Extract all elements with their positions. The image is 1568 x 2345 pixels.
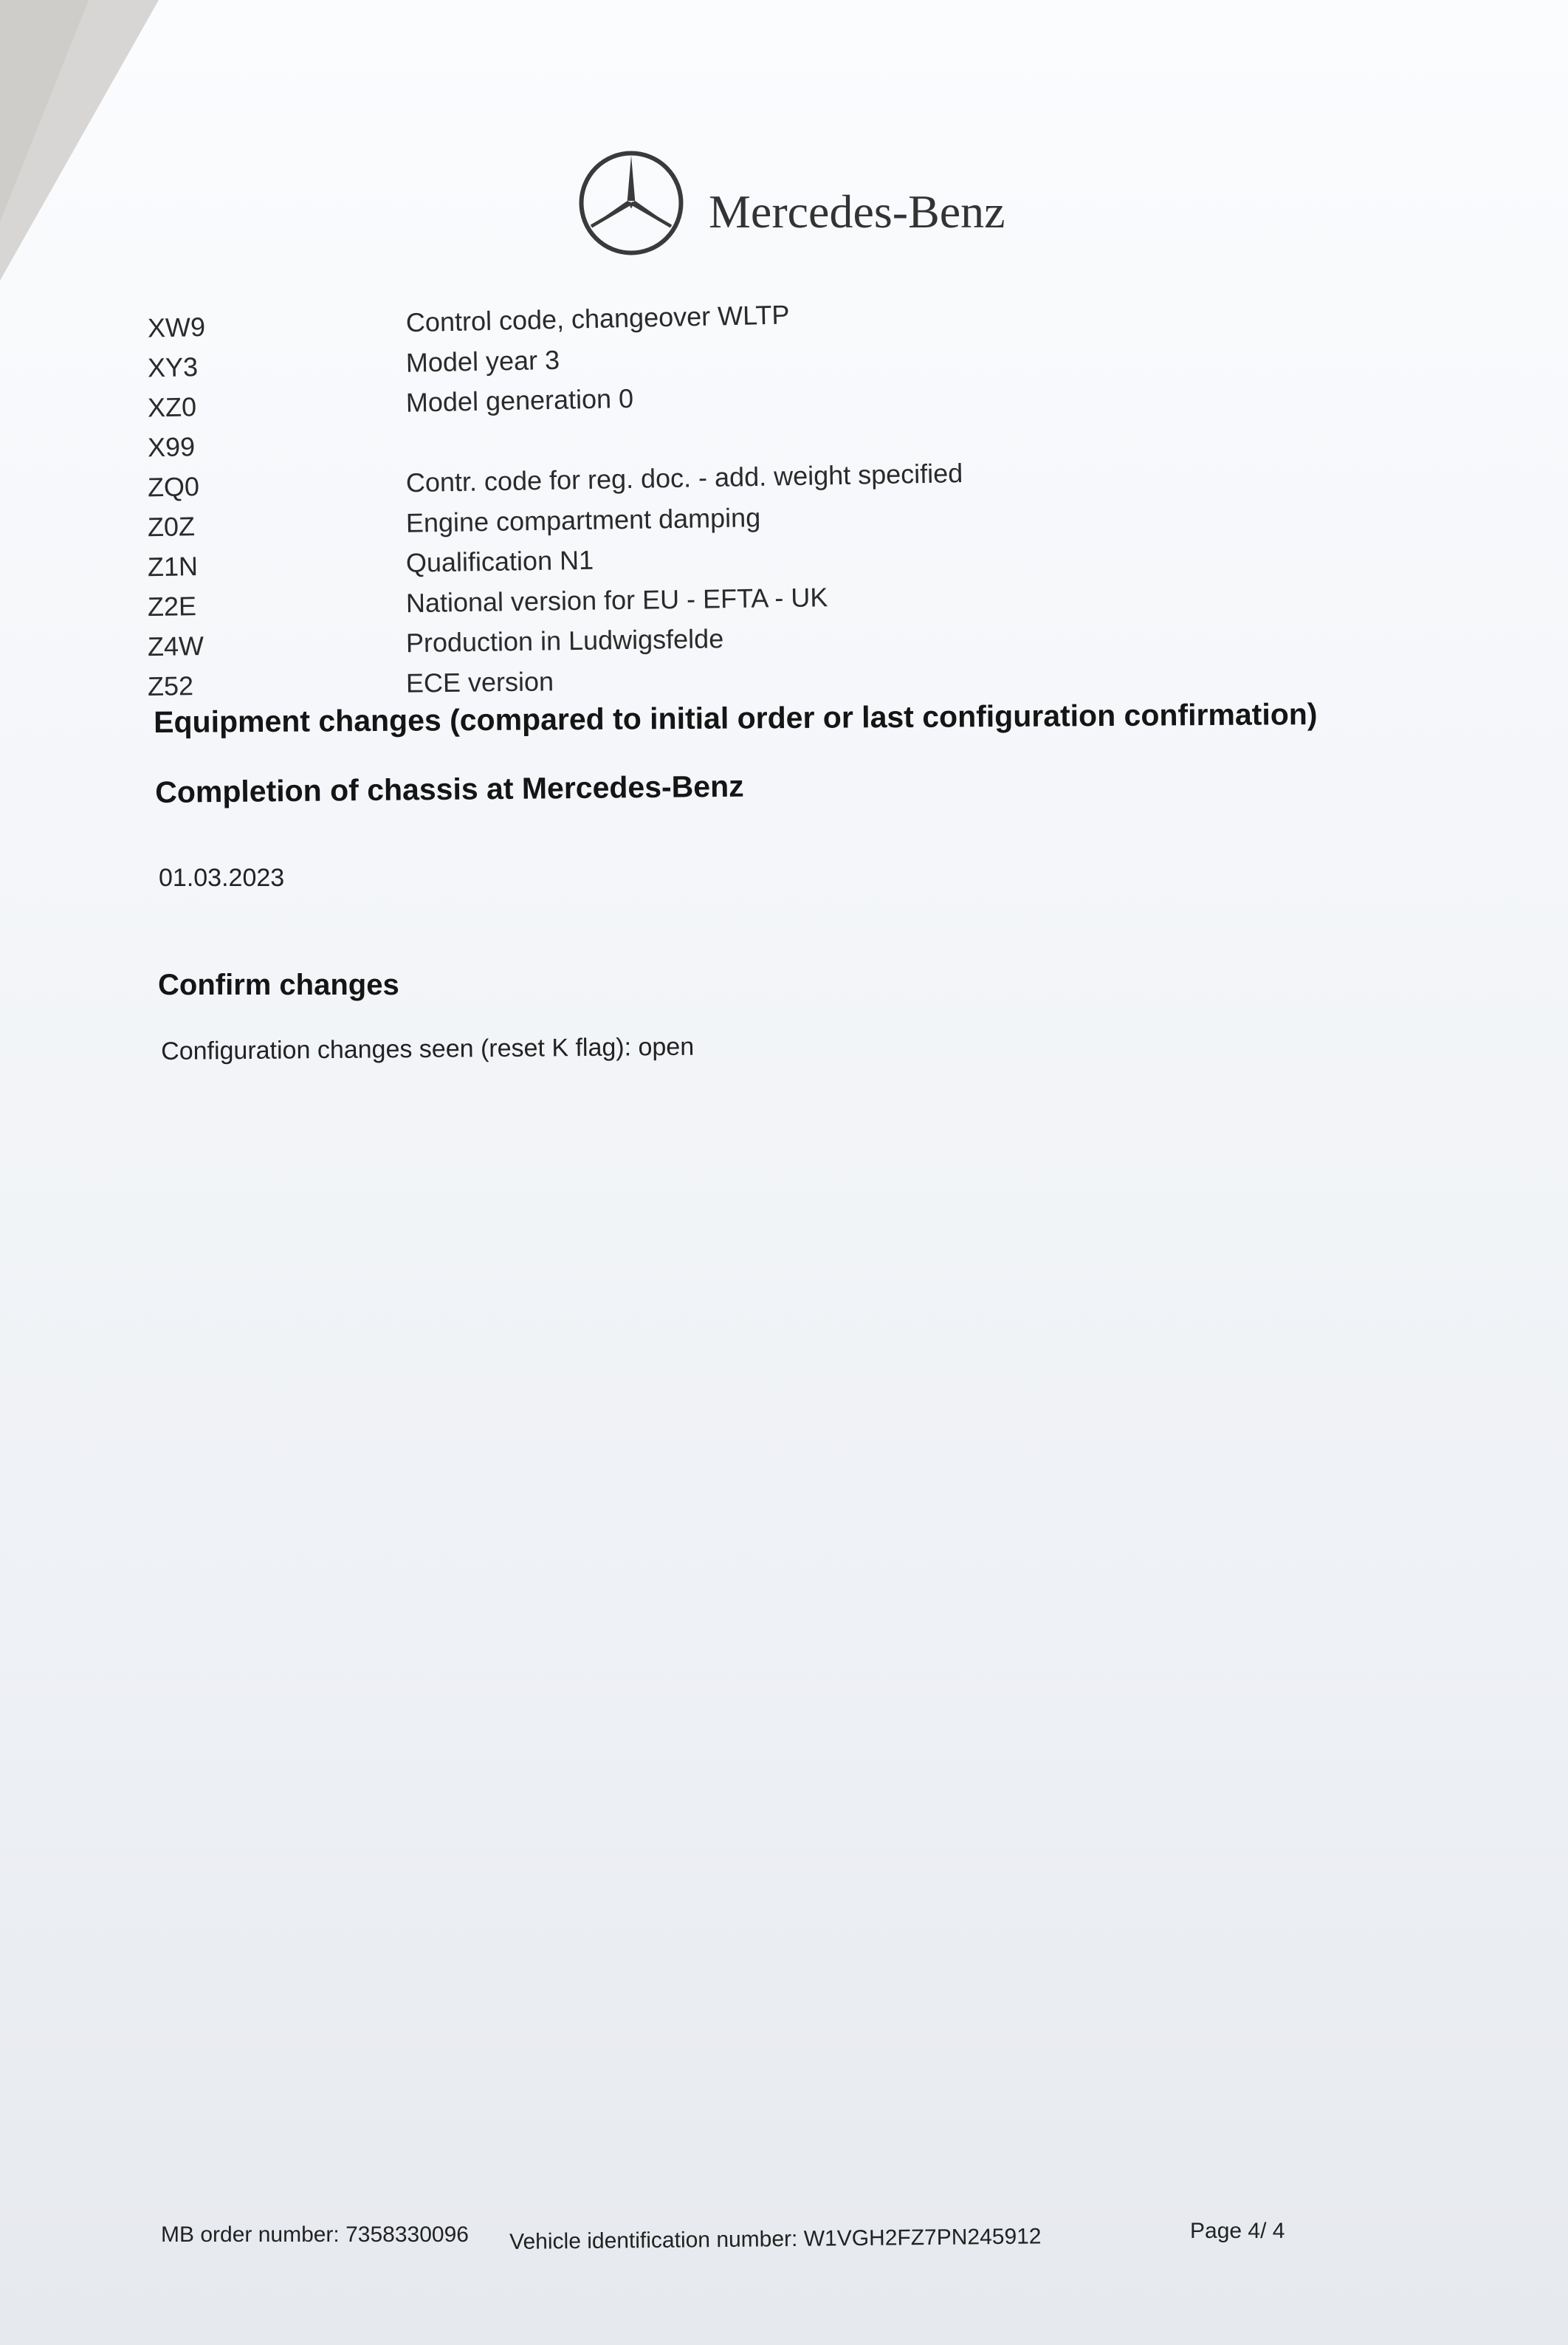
equipment-code: X99 (147, 430, 196, 462)
confirm-changes-heading: Confirm changes (158, 969, 399, 1001)
equipment-description: Qualification N1 (405, 544, 594, 578)
page-label: Page (1190, 2219, 1242, 2243)
equipment-code: XY3 (147, 351, 199, 382)
completion-heading: Completion of chassis at Mercedes-Benz (155, 769, 744, 809)
equipment-code: Z2E (147, 590, 197, 622)
document-header (576, 148, 1005, 258)
equipment-code: XW9 (147, 311, 206, 343)
equipment-description: Production in Ludwigsfelde (405, 623, 724, 659)
mercedes-star-icon (576, 148, 687, 258)
page-indicator (1190, 2219, 1285, 2244)
equipment-changes-heading: Equipment changes (compared to initial order or last configuration confirmation) (154, 696, 1318, 739)
vin: Vehicle identification number: W1VGH2FZ7PN245912 (509, 2224, 1042, 2254)
equipment-description: Model year 3 (405, 344, 560, 378)
folded-page-shadow (0, 0, 89, 222)
equipment-description: Control code, changeover WLTP (405, 299, 790, 338)
confirm-status: Configuration changes seen (reset K flag): open (161, 1032, 695, 1065)
equipment-code-list (147, 299, 1107, 705)
equipment-description: Model generation 0 (405, 382, 634, 418)
order-number: MB order number: 7358330096 (161, 2222, 469, 2247)
completion-date: 01.03.2023 (159, 864, 285, 892)
equipment-code: Z52 (147, 670, 194, 701)
equipment-description: Engine compartment damping (405, 501, 761, 538)
equipment-code: ZQ0 (147, 471, 200, 503)
equipment-code: Z0Z (147, 510, 196, 542)
equipment-code: XZ0 (147, 391, 197, 423)
equipment-description: National version for EU - EFTA - UK (405, 581, 828, 618)
page-number: 4/ 4 (1248, 2219, 1285, 2243)
equipment-code: Z4W (147, 631, 204, 662)
equipment-description: Contr. code for reg. doc. - add. weight specified (405, 458, 963, 498)
equipment-code: Z1N (147, 551, 199, 583)
equipment-description: ECE version (405, 665, 554, 698)
brand-name: Mercedes-Benz (709, 185, 1005, 238)
